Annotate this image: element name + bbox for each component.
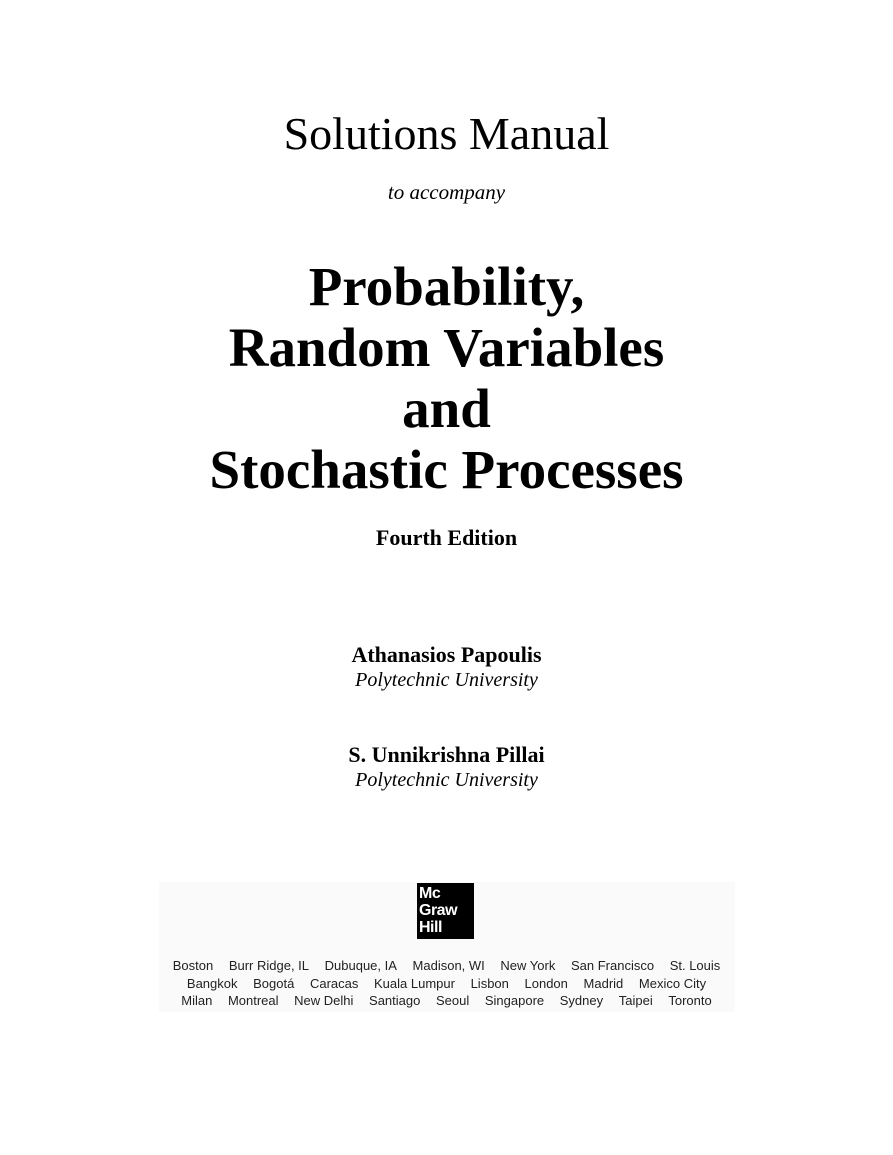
logo-line: Hill — [419, 919, 442, 936]
city: Boston — [172, 958, 214, 973]
manual-title: Solutions Manual — [283, 108, 610, 159]
city: Lisbon — [470, 976, 509, 991]
city: Caracas — [309, 976, 359, 991]
city: Bangkok — [186, 976, 238, 991]
author-affiliation: Polytechnic University — [355, 769, 538, 791]
city: Madison, WI — [412, 958, 485, 973]
city: Mexico City — [638, 976, 707, 991]
author-name: Athanasios Papoulis — [351, 642, 542, 667]
logo-line: Graw — [419, 902, 458, 919]
publisher-cities-row — [0, 957, 893, 974]
book-title-line: Random Variables — [228, 317, 665, 378]
book-title-line: Stochastic Processes — [209, 439, 684, 500]
city: Toronto — [668, 993, 712, 1008]
author-name: S. Unnikrishna Pillai — [348, 742, 545, 767]
book-title-line: and — [402, 378, 491, 439]
city: Burr Ridge, IL — [228, 958, 310, 973]
author-block — [0, 741, 893, 793]
mcgraw-hill-logo — [417, 883, 474, 939]
author-block — [0, 641, 893, 693]
city: Kuala Lumpur — [374, 976, 455, 991]
city: Milan — [181, 993, 213, 1008]
city: Madrid — [583, 976, 624, 991]
city: Taipei — [618, 993, 653, 1008]
city: New York — [500, 958, 556, 973]
logo-line: Mc — [419, 885, 441, 902]
city: New Delhi — [294, 993, 354, 1008]
city: London — [524, 976, 568, 991]
city: Montreal — [227, 993, 279, 1008]
book-title-line: Probability, — [308, 256, 585, 317]
city: Seoul — [435, 993, 470, 1008]
publisher-cities-row — [0, 975, 893, 992]
edition-label: Fourth Edition — [375, 525, 518, 550]
book-title — [0, 256, 893, 500]
accompany-subtitle: to accompany — [387, 180, 506, 204]
publisher-cities-row — [0, 992, 893, 1009]
city: St. Louis — [669, 958, 721, 973]
author-affiliation: Polytechnic University — [355, 669, 538, 691]
city: San Francisco — [570, 958, 655, 973]
city: Santiago — [369, 993, 421, 1008]
city: Dubuque, IA — [324, 958, 397, 973]
city: Bogotá — [253, 976, 295, 991]
city: Sydney — [559, 993, 604, 1008]
city: Singapore — [484, 993, 545, 1008]
